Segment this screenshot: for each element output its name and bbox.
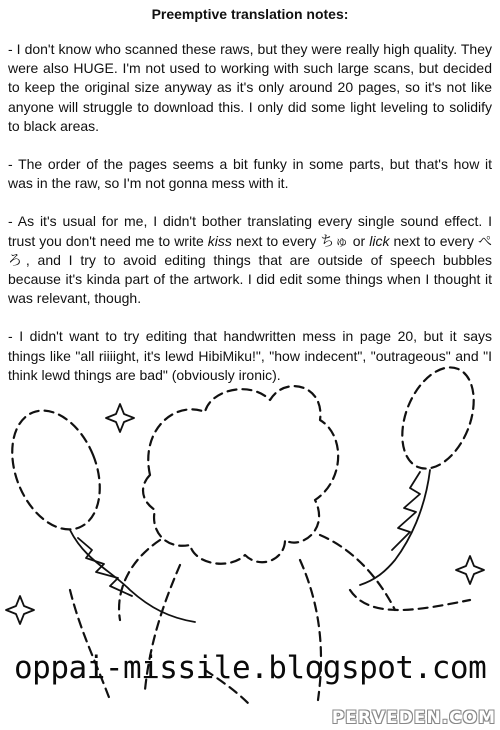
note-paragraph-1: - I don't know who scanned these raws, but they were really high quality. They were also HUGE. I'm not used to working with such large scans, but decided to keep the original size anyway as it's only around 20 pages, so it's not like anyone will struggle to download this. I only did some light leveling to solidify to black areas. xyxy=(8,41,492,134)
note-paragraph-2: - The order of the pages seems a bit funky in some parts, but that's how it was in the raw, so I'm not gonna mess with it. xyxy=(8,156,492,192)
sparkle-left-top xyxy=(106,404,134,432)
site-url: oppai-missile.blogspot.com xyxy=(14,650,487,686)
page-title: Preemptive translation notes: xyxy=(151,6,349,22)
right-trail xyxy=(360,470,430,585)
left-trail xyxy=(70,530,195,622)
sparkle-right xyxy=(456,556,484,584)
note-paragraph-3-part-b: next to every ちゅ or xyxy=(231,232,370,249)
left-trail-flame xyxy=(78,538,132,596)
character-head-outline xyxy=(143,386,338,564)
note-paragraph-3-part-a: - As it's usual for me, I didn't bother translating every single sound effect. I trust you don't need me to write xyxy=(8,213,492,249)
note-paragraph-3-part-c: next to every ぺろ, and I try to avoid editing things that are outside of speech bubbles because it's kinda part of the artwork. I did edit some things when I thought it was relevant, though. xyxy=(8,232,492,307)
note-paragraph-3 xyxy=(8,212,492,308)
right-glowstick-outline xyxy=(388,360,487,479)
right-lower-outline xyxy=(350,590,470,610)
sparkle-left-bottom xyxy=(6,596,34,624)
right-trail-flame xyxy=(392,472,420,550)
translation-notes xyxy=(8,40,492,404)
glowstick-trails xyxy=(70,470,430,622)
left-glowstick-outline xyxy=(0,398,116,543)
lick-word: lick xyxy=(369,232,390,249)
note-paragraph-4: - I didn't want to try editing that handwritten mess in page 20, but it says things like "all riiiight, it's lewd HibiMiku!", "how indecent", "outrageous" and "I think lewd things are bad" (obviously ironic). xyxy=(8,328,492,383)
kiss-word: kiss xyxy=(207,232,232,249)
watermark: PERVEDEN.COM xyxy=(331,708,496,728)
